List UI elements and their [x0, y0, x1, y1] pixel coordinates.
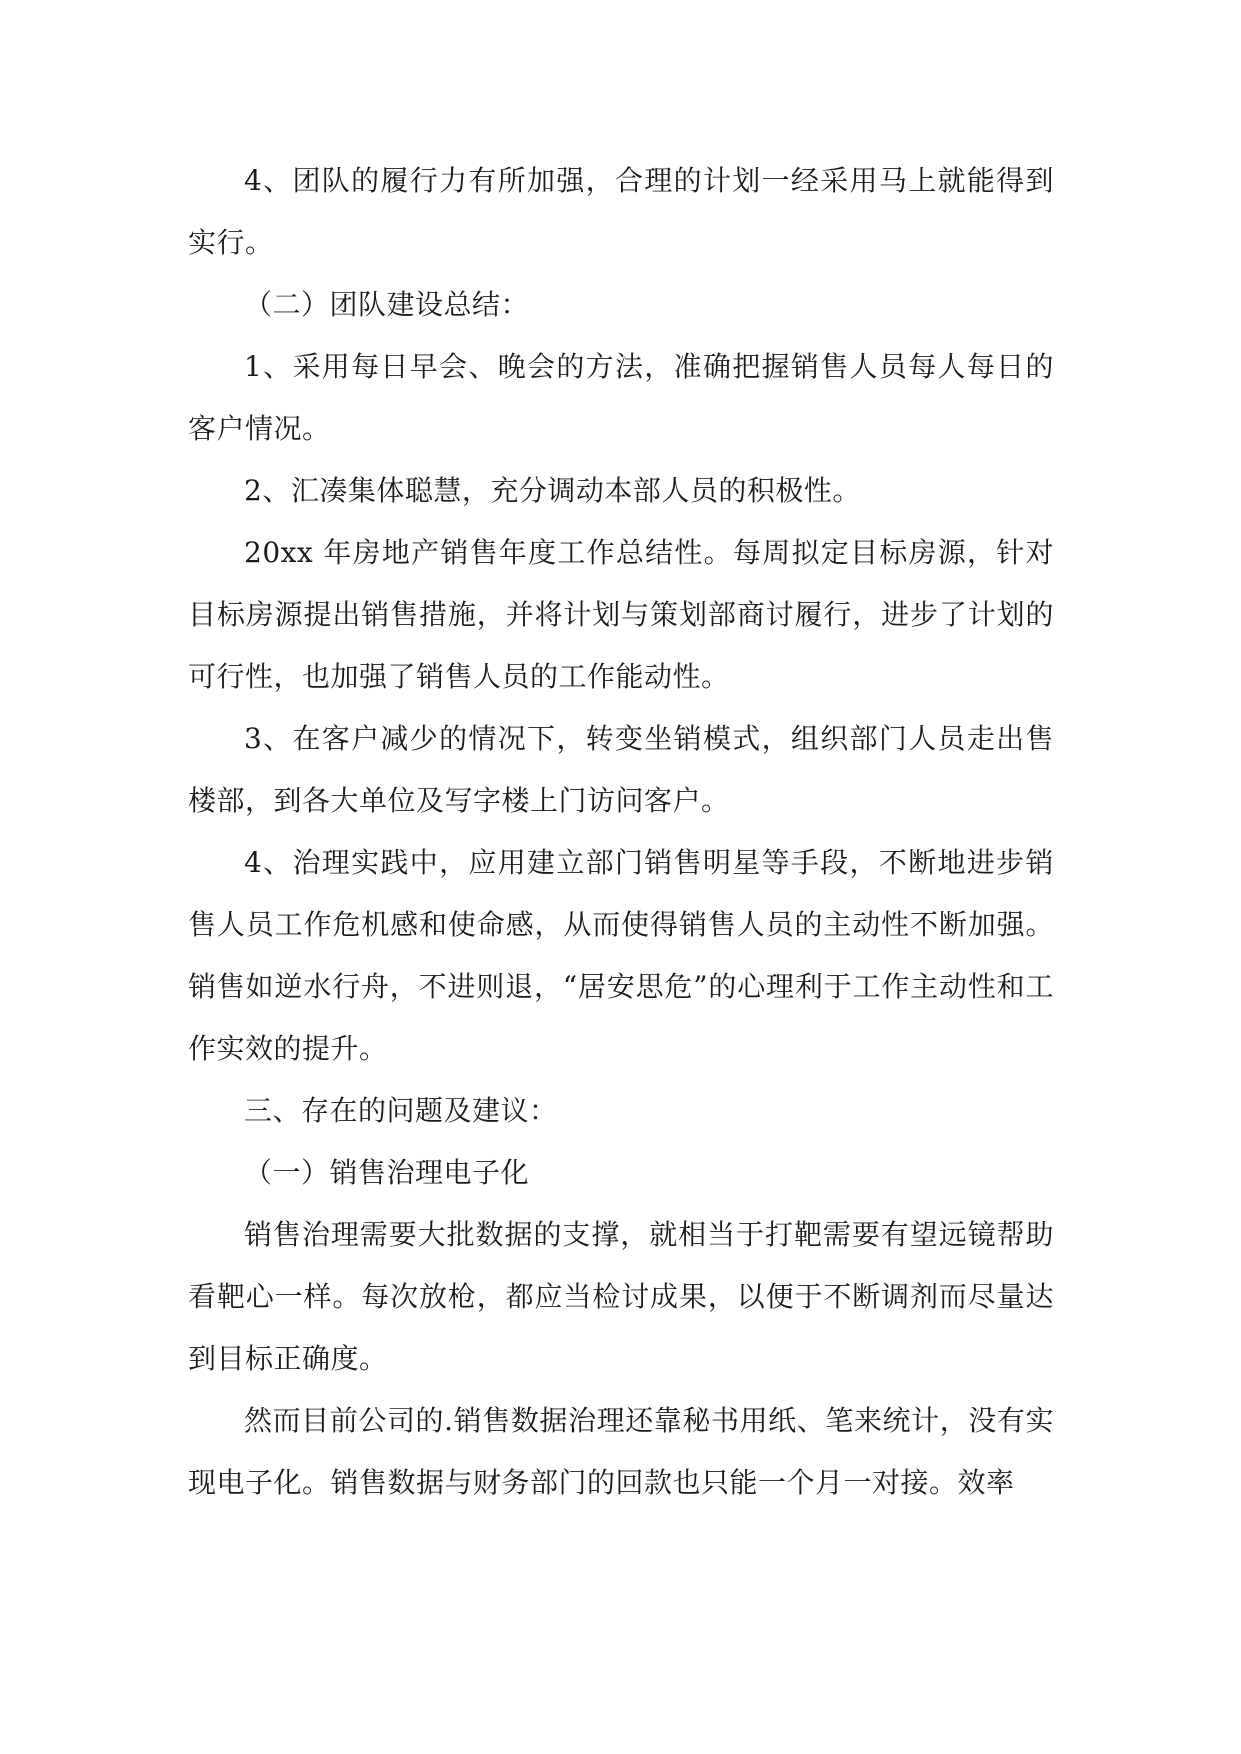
paragraph: 1、采用每日早会、晚会的方法，准确把握销售人员每人每日的客户情况。	[188, 350, 1054, 445]
paragraph: 4、治理实践中，应用建立部门销售明星等手段，不断地进步销售人员工作危机感和使命感，从而使得销售人员的主动性不断加强。销售如逆水行舟，不进则退，“居安思危”的心理利于工作主动性和工作实效的提升。	[188, 846, 1054, 1065]
paragraph: 销售治理需要大批数据的支撑，就相当于打靶需要有望远镜帮助看靶心一样。每次放枪，都应当检讨成果，以便于不断调剂而尽量达到目标正确度。	[188, 1218, 1054, 1375]
paragraph: 然而目前公司的.销售数据治理还靠秘书用纸、笔来统计，没有实现电子化。销售数据与财务部门的回款也只能一个月一对接。效率	[188, 1404, 1054, 1499]
section-heading: 三、存在的问题及建议：	[244, 1094, 558, 1127]
paragraph: 2、汇凑集体聪慧，充分调动本部人员的积极性。	[244, 474, 861, 507]
paragraph: 4、团队的履行力有所加强，合理的计划一经采用马上就能得到实行。	[188, 164, 1054, 259]
section-heading: （二）团队建设总结：	[244, 288, 530, 321]
document-body	[188, 150, 1054, 1514]
paragraph: 20xx 年房地产销售年度工作总结性。每周拟定目标房源，针对目标房源提出销售措施，并将计划与策划部商讨履行，进步了计划的可行性，也加强了销售人员的工作能动性。	[188, 536, 1054, 693]
paragraph: 3、在客户减少的情况下，转变坐销模式，组织部门人员走出售楼部，到各大单位及写字楼上门访问客户。	[188, 722, 1054, 817]
subsection-heading: （一）销售治理电子化	[244, 1156, 530, 1189]
